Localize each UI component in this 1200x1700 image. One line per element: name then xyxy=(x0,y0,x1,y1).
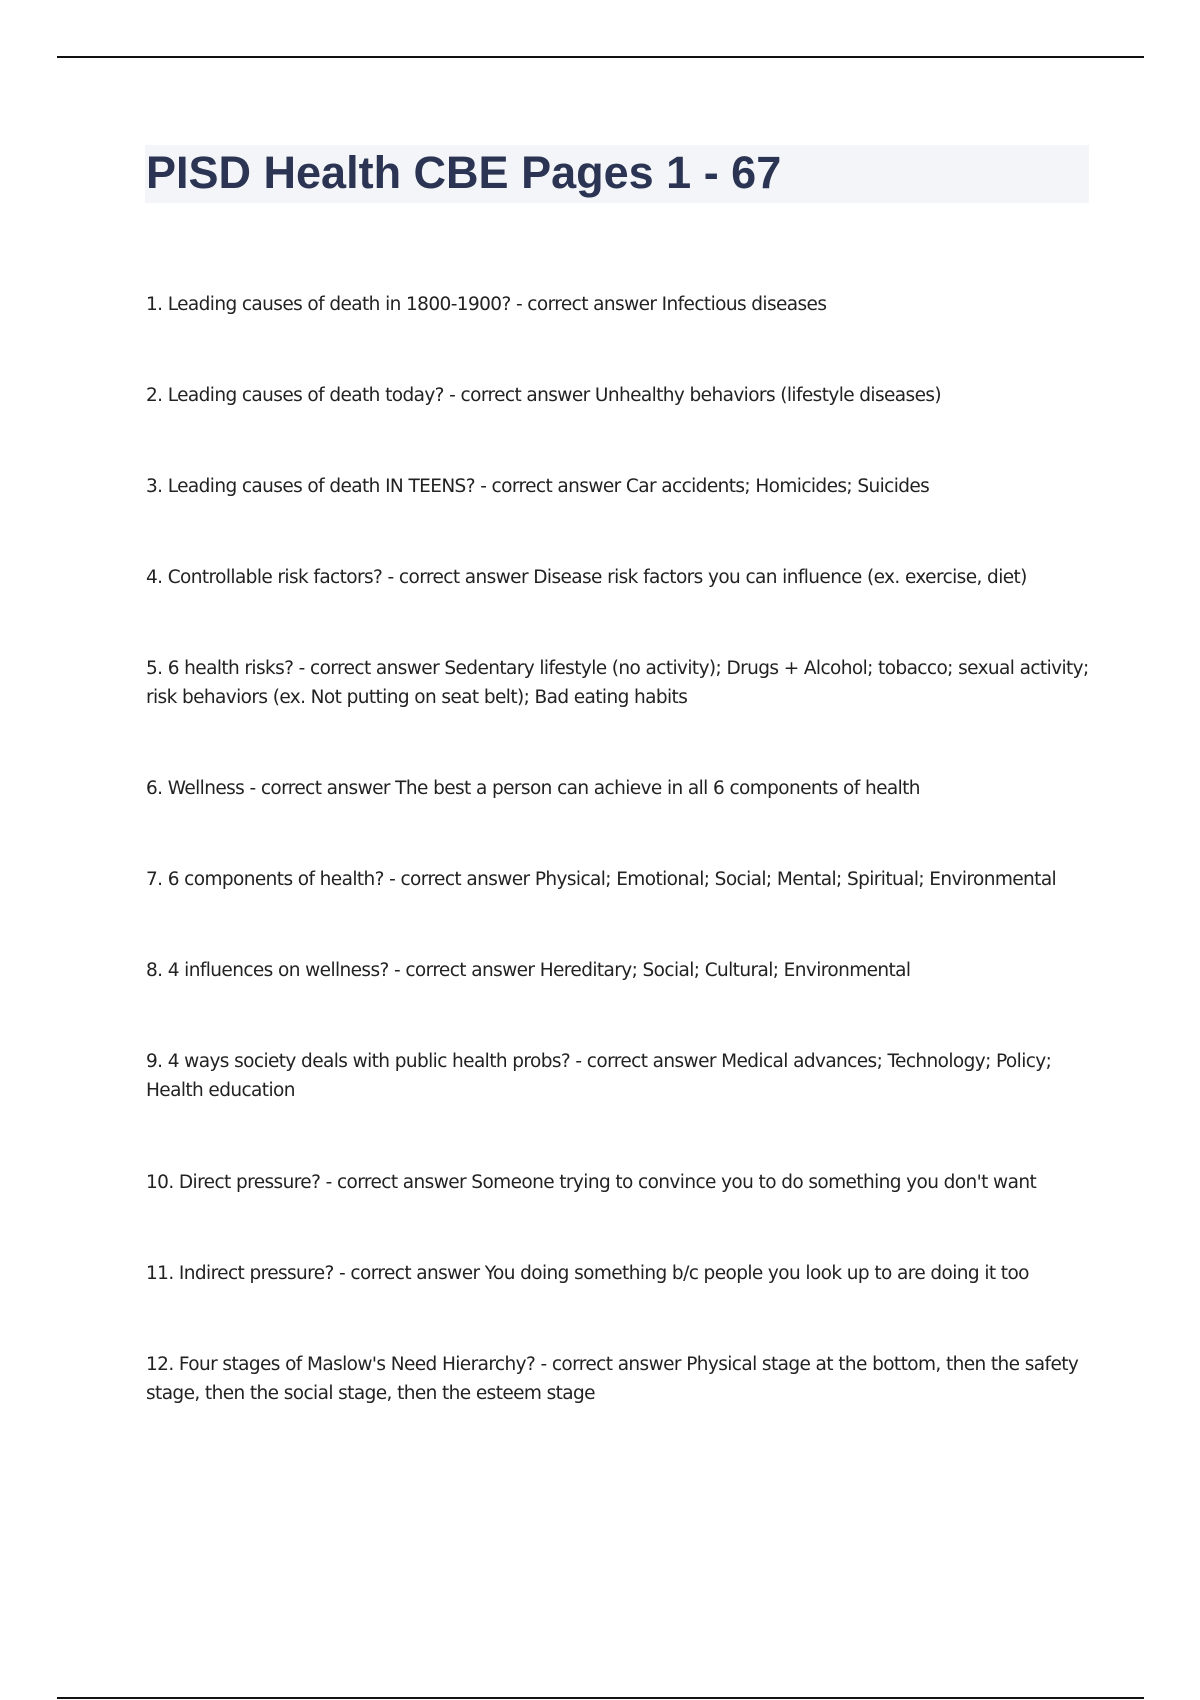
qa-item-3: 3. Leading causes of death IN TEENS? - correct answer Car accidents; Homicides; Suicides xyxy=(146,476,930,497)
qa-item-12: 12. Four stages of Maslow's Need Hierarchy? - correct answer Physical stage at the bottom, then the safety stage, then the social stage, then the esteem stage xyxy=(146,1354,1079,1404)
qa-item-4: 4. Controllable risk factors? - correct answer Disease risk factors you can influence (ex. exercise, diet) xyxy=(146,567,1027,588)
qa-item-2: 2. Leading causes of death today? - correct answer Unhealthy behaviors (lifestyle diseases) xyxy=(146,385,942,406)
bottom-rule xyxy=(57,1697,1144,1699)
qa-item-1: 1. Leading causes of death in 1800-1900? - correct answer Infectious diseases xyxy=(146,294,827,315)
qa-item-9: 9. 4 ways society deals with public health probs? - correct answer Medical advances; Technology; Policy; Health education xyxy=(146,1051,1052,1101)
qa-item-6: 6. Wellness - correct answer The best a person can achieve in all 6 components of health xyxy=(146,778,920,799)
qa-item-8: 8. 4 influences on wellness? - correct answer Hereditary; Social; Cultural; Environmental xyxy=(146,960,911,981)
qa-item-5: 5. 6 health risks? - correct answer Sedentary lifestyle (no activity); Drugs + Alcohol; tobacco; sexual activity; risk behaviors (ex. Not putting on seat belt); Bad eating habits xyxy=(146,658,1089,708)
qa-item-10: 10. Direct pressure? - correct answer Someone trying to convince you to do something you don't want xyxy=(146,1172,1037,1193)
qa-item-11: 11. Indirect pressure? - correct answer You doing something b/c people you look up to are doing it too xyxy=(146,1263,1029,1284)
qa-item-7: 7. 6 components of health? - correct answer Physical; Emotional; Social; Mental; Spiritual; Environmental xyxy=(146,869,1057,890)
document-title: PISD Health CBE Pages 1 - 67 xyxy=(146,147,782,198)
top-rule xyxy=(57,56,1144,58)
